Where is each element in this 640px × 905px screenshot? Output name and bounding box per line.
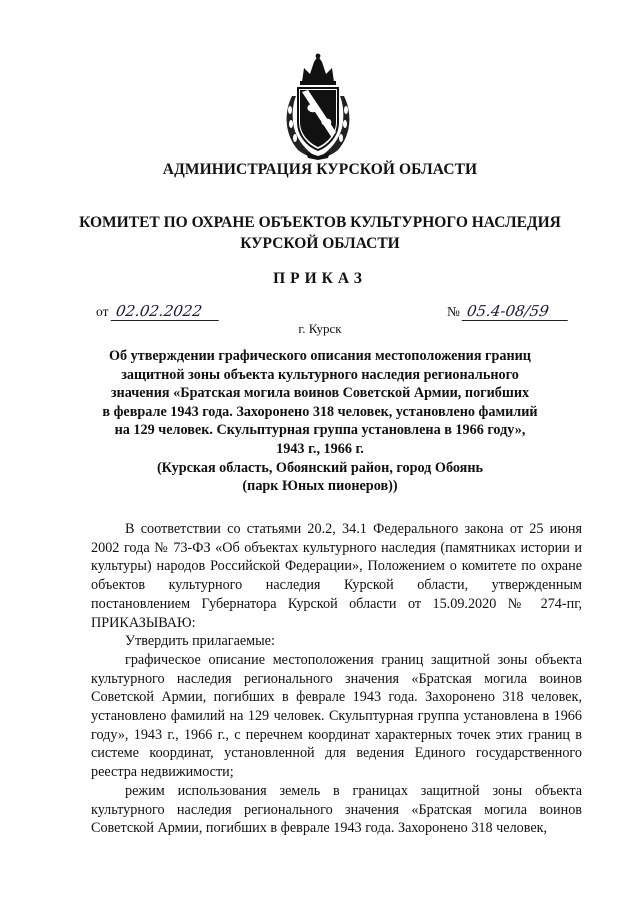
order-date xyxy=(96,302,220,321)
subject-line: значения «Братская могила воинов Советской Армии, погибших xyxy=(110,385,530,402)
body-paragraph: Утвердить прилагаемые: xyxy=(125,633,275,650)
subject-line: 1943 г., 1966 г. xyxy=(276,440,364,457)
order-subject xyxy=(90,347,550,496)
subject-line: в феврале 1943 года. Захоронено 318 человек, установлено фамилий xyxy=(102,403,538,420)
subject-line: защитной зоны объекта культурного наследия регионального xyxy=(121,366,519,383)
number-prefix: № xyxy=(447,304,460,319)
subject-line: Об утверждении графического описания местоположения границ xyxy=(108,348,531,364)
number-value: 05.4-08/59 xyxy=(462,302,571,321)
subject-line: (парк Юных пионеров)) xyxy=(242,478,398,495)
date-prefix: от xyxy=(96,304,109,319)
committee-heading-line: КОМИТЕТ ПО ОХРАНЕ ОБЪЕКТОВ КУЛЬТУРНОГО НАСЛЕДИЯ xyxy=(79,214,561,231)
subject-line: на 129 человек. Скульптурная группа установлена в 1966 году», xyxy=(114,422,526,439)
subject-line: (Курская область, Обоянский район, город Обоянь xyxy=(156,459,484,476)
coat-of-arms-icon xyxy=(278,52,358,160)
committee-heading-line: КУРСКОЙ ОБЛАСТИ xyxy=(240,235,400,252)
order-body xyxy=(91,520,582,838)
body-paragraph: режим использования земель в границах защитной зоны объекта культурного наследия регионального значения «Братская могила воинов Советской Армии, погибших в феврале 1943 года. Захоронено 318 человек, xyxy=(91,782,582,837)
body-paragraph: графическое описание местоположения границ защитной зоны объекта культурного наследия регионального значения «Братская могила воинов Советской Армии, погибших в феврале 1943 года. Захоронено 318 человек, установлено фамилий на 129 человек. Скульптурная группа установлена в 1966 году», 1943 г., 1966 г., с перечнем координат характерных точек этих границ в системе координат, установленной для ведения Единого государственного реестра недвижимости; xyxy=(91,651,582,781)
city-label: г. Курск xyxy=(298,321,342,336)
document-type-title: ПРИКАЗ xyxy=(273,270,367,287)
organization-heading: АДМИНИСТРАЦИЯ КУРСКОЙ ОБЛАСТИ xyxy=(162,161,478,178)
body-paragraph: В соответствии со статьями 20.2, 34.1 Федерального закона от 25 июня 2002 года № 73-ФЗ «Об объектах культурного наследия (памятниках истории и культуры) народов Российской Федерации», Положением о комитете по охране объектов культурного наследия Курской области, утвержденным постановлением Губернатора Курской области от 15.09.2020 № 274-пг, ПРИКАЗЫВАЮ: xyxy=(91,521,582,631)
date-value: 02.02.2022 xyxy=(111,302,222,321)
committee-heading xyxy=(60,212,580,254)
order-number xyxy=(447,302,569,321)
